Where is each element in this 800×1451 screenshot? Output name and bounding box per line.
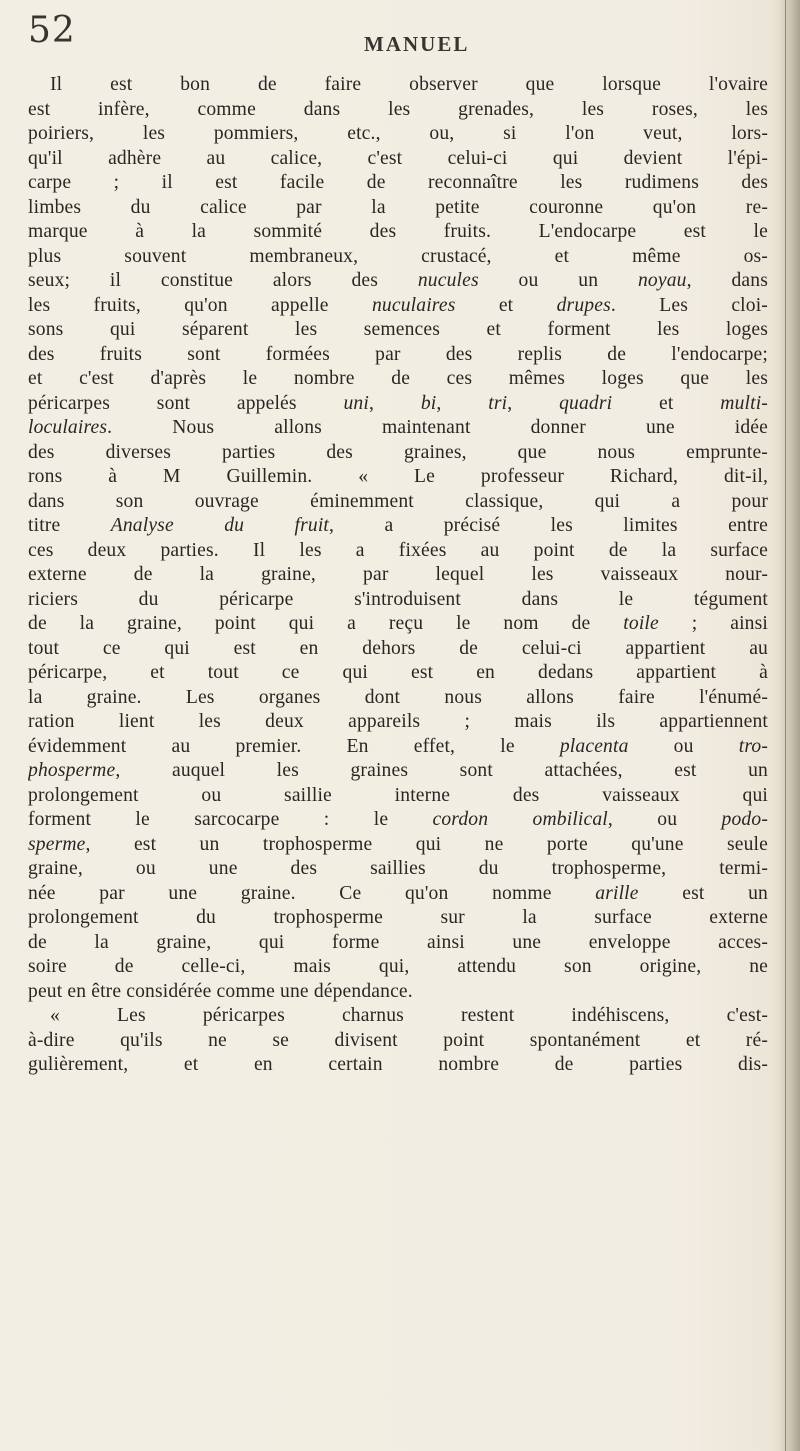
text-line (28, 686, 768, 711)
text-segment: , (436, 392, 489, 414)
text-segment: et c'est d'après le nombre de ces mêmes loges que les (28, 368, 768, 389)
text-segment: , dans (686, 270, 768, 291)
text-line (28, 392, 768, 417)
italic-term: loculaires (28, 417, 108, 438)
italic-term: arille (595, 882, 639, 904)
italic-term: toile (623, 613, 659, 634)
text-segment: peut en être considérée comme une dépendance. (28, 980, 413, 1002)
text-segment: limbes du calice par la petite couronne qu'on re- (28, 196, 768, 218)
text-segment: des fruits sont formées par des replis de l'endocarpe; (28, 343, 768, 365)
text-line (28, 465, 768, 490)
text-segment: , ou (607, 809, 722, 830)
text-segment: de la graine, qui forme ainsi une enveloppe acces- (28, 931, 768, 953)
text-segment: et (455, 294, 557, 316)
text-segment: sons qui séparent les semences et forment les loges (28, 319, 768, 340)
text-segment: les fruits, qu'on appelle (28, 294, 372, 316)
text-segment: . Nous allons maintenant donner une idée (107, 417, 768, 438)
text-segment: gulièrement, et en certain nombre de parties dis- (28, 1054, 768, 1075)
text-segment: soire de celle-ci, mais qui, attendu son origine, ne (28, 956, 768, 977)
text-line (28, 416, 768, 441)
text-segment: qu'il adhère au calice, c'est celui-ci qui devient l'épi- (28, 147, 768, 169)
text-line (28, 710, 768, 735)
text-segment: ces deux parties. Il les a fixées au point de la surface (28, 539, 768, 561)
text-line (28, 171, 768, 196)
text-segment: dans son ouvrage éminemment classique, qui a pour (28, 490, 768, 512)
italic-term: bi (420, 392, 437, 414)
italic-term: multi- (720, 392, 768, 414)
text-segment: la graine. Les organes dont nous allons faire l'énumé- (28, 686, 768, 708)
italic-term: uni (343, 392, 369, 414)
text-line (28, 833, 768, 858)
italic-term: phosperme (28, 760, 116, 781)
text-line (28, 490, 768, 515)
text-line (28, 612, 768, 637)
text-line (28, 955, 768, 980)
text-segment: ou (628, 735, 739, 757)
text-line (28, 784, 768, 809)
italic-term: Analyse du fruit (110, 515, 330, 536)
text-segment: à-dire qu'ils ne se divisent point spontanément et ré- (28, 1029, 768, 1051)
text-segment: tout ce qui est en dehors de celui-ci appartient au (28, 637, 768, 659)
page-number: 52 (28, 10, 76, 51)
text-segment: est un (638, 882, 768, 904)
text-segment: poiriers, les pommiers, etc., ou, si l'on veut, lors- (28, 123, 768, 144)
text-segment: ration lient les deux appareils ; mais ils appartiennent (28, 711, 768, 732)
italic-term: tri (488, 392, 508, 414)
text-segment: prolongement du trophosperme sur la surface externe (28, 907, 768, 928)
text-line (28, 245, 768, 270)
text-line (28, 808, 768, 833)
italic-term: cordon ombilical (432, 809, 608, 830)
text-segment: de la graine, point qui a reçu le nom de (28, 613, 624, 634)
text-segment: ou un (478, 270, 638, 291)
text-line (28, 318, 768, 343)
text-segment: péricarpes sont appelés (28, 392, 344, 414)
text-line (28, 857, 768, 882)
italic-term: sperme (28, 833, 86, 855)
body-text (28, 73, 768, 1078)
page-header (28, 10, 772, 66)
text-segment: forment le sarcocarpe : le (28, 809, 433, 830)
text-line (28, 882, 768, 907)
text-line (28, 367, 768, 392)
text-segment: , (507, 392, 560, 414)
text-segment: , est un trophosperme qui ne porte qu'une seule (85, 833, 768, 855)
text-segment: est infère, comme dans les grenades, les roses, les (28, 98, 768, 120)
text-segment: seux; il constitue alors des (28, 270, 418, 291)
text-segment: , a précisé les limites entre (329, 515, 768, 536)
italic-term: placenta (559, 735, 629, 757)
text-line (28, 661, 768, 686)
text-line (28, 539, 768, 564)
italic-term: quadri (559, 392, 613, 414)
text-segment: péricarpe, et tout ce qui est en dedans appartient à (28, 662, 768, 683)
italic-term: nuculaires (371, 294, 456, 316)
page-edge-shadow (778, 0, 800, 1451)
text-line (28, 1004, 768, 1029)
italic-term: podo- (721, 809, 768, 830)
text-line (28, 294, 768, 319)
text-line (28, 514, 768, 539)
text-segment: titre (28, 515, 111, 536)
text-line (28, 73, 768, 98)
text-segment: , (368, 392, 421, 414)
page-edge-line (785, 0, 786, 1451)
text-line (28, 980, 768, 1005)
text-line (28, 759, 768, 784)
text-line (28, 735, 768, 760)
italic-term: noyau (637, 270, 687, 291)
text-segment: née par une graine. Ce qu'on nomme (28, 882, 596, 904)
text-segment: prolongement ou saillie interne des vaisseaux qui (28, 784, 768, 806)
text-segment: rons à M Guillemin. « Le professeur Richard, dit-il, (28, 466, 768, 487)
text-line (28, 931, 768, 956)
text-line (28, 343, 768, 368)
text-segment: évidemment au premier. En effet, le (28, 735, 560, 757)
text-segment: ; ainsi (658, 613, 768, 634)
text-line (28, 441, 768, 466)
text-line (28, 269, 768, 294)
text-line (28, 122, 768, 147)
italic-term: nucules (417, 270, 479, 291)
text-line (28, 588, 768, 613)
text-line (28, 220, 768, 245)
text-line (28, 147, 768, 172)
text-line (28, 196, 768, 221)
text-segment: , auquel les graines sont attachées, est un (115, 760, 768, 781)
italic-term: drupes (556, 294, 611, 316)
text-line (28, 906, 768, 931)
text-line (28, 1029, 768, 1054)
text-line (28, 563, 768, 588)
text-segment: des diverses parties des graines, que nous emprunte- (28, 441, 768, 463)
text-segment: riciers du péricarpe s'introduisent dans le tégument (28, 588, 768, 610)
text-segment: . Les cloi- (610, 294, 768, 316)
text-segment: Il est bon de faire observer que lorsque l'ovaire (50, 74, 768, 95)
italic-term: tro- (738, 735, 768, 757)
text-line (28, 98, 768, 123)
text-segment: graine, ou une des saillies du trophosperme, termi- (28, 858, 768, 879)
text-segment: « Les péricarpes charnus restent indéhiscens, c'est- (50, 1005, 768, 1026)
text-segment: marque à la sommité des fruits. L'endocarpe est le (28, 221, 768, 242)
text-segment: carpe ; il est facile de reconnaître les rudimens des (28, 172, 768, 193)
text-segment: externe de la graine, par lequel les vaisseaux nour- (28, 564, 768, 585)
text-segment: plus souvent membraneux, crustacé, et même os- (28, 245, 768, 267)
text-line (28, 1053, 768, 1078)
text-line (28, 637, 768, 662)
text-segment: et (612, 392, 721, 414)
running-head: MANUEL (364, 32, 470, 56)
